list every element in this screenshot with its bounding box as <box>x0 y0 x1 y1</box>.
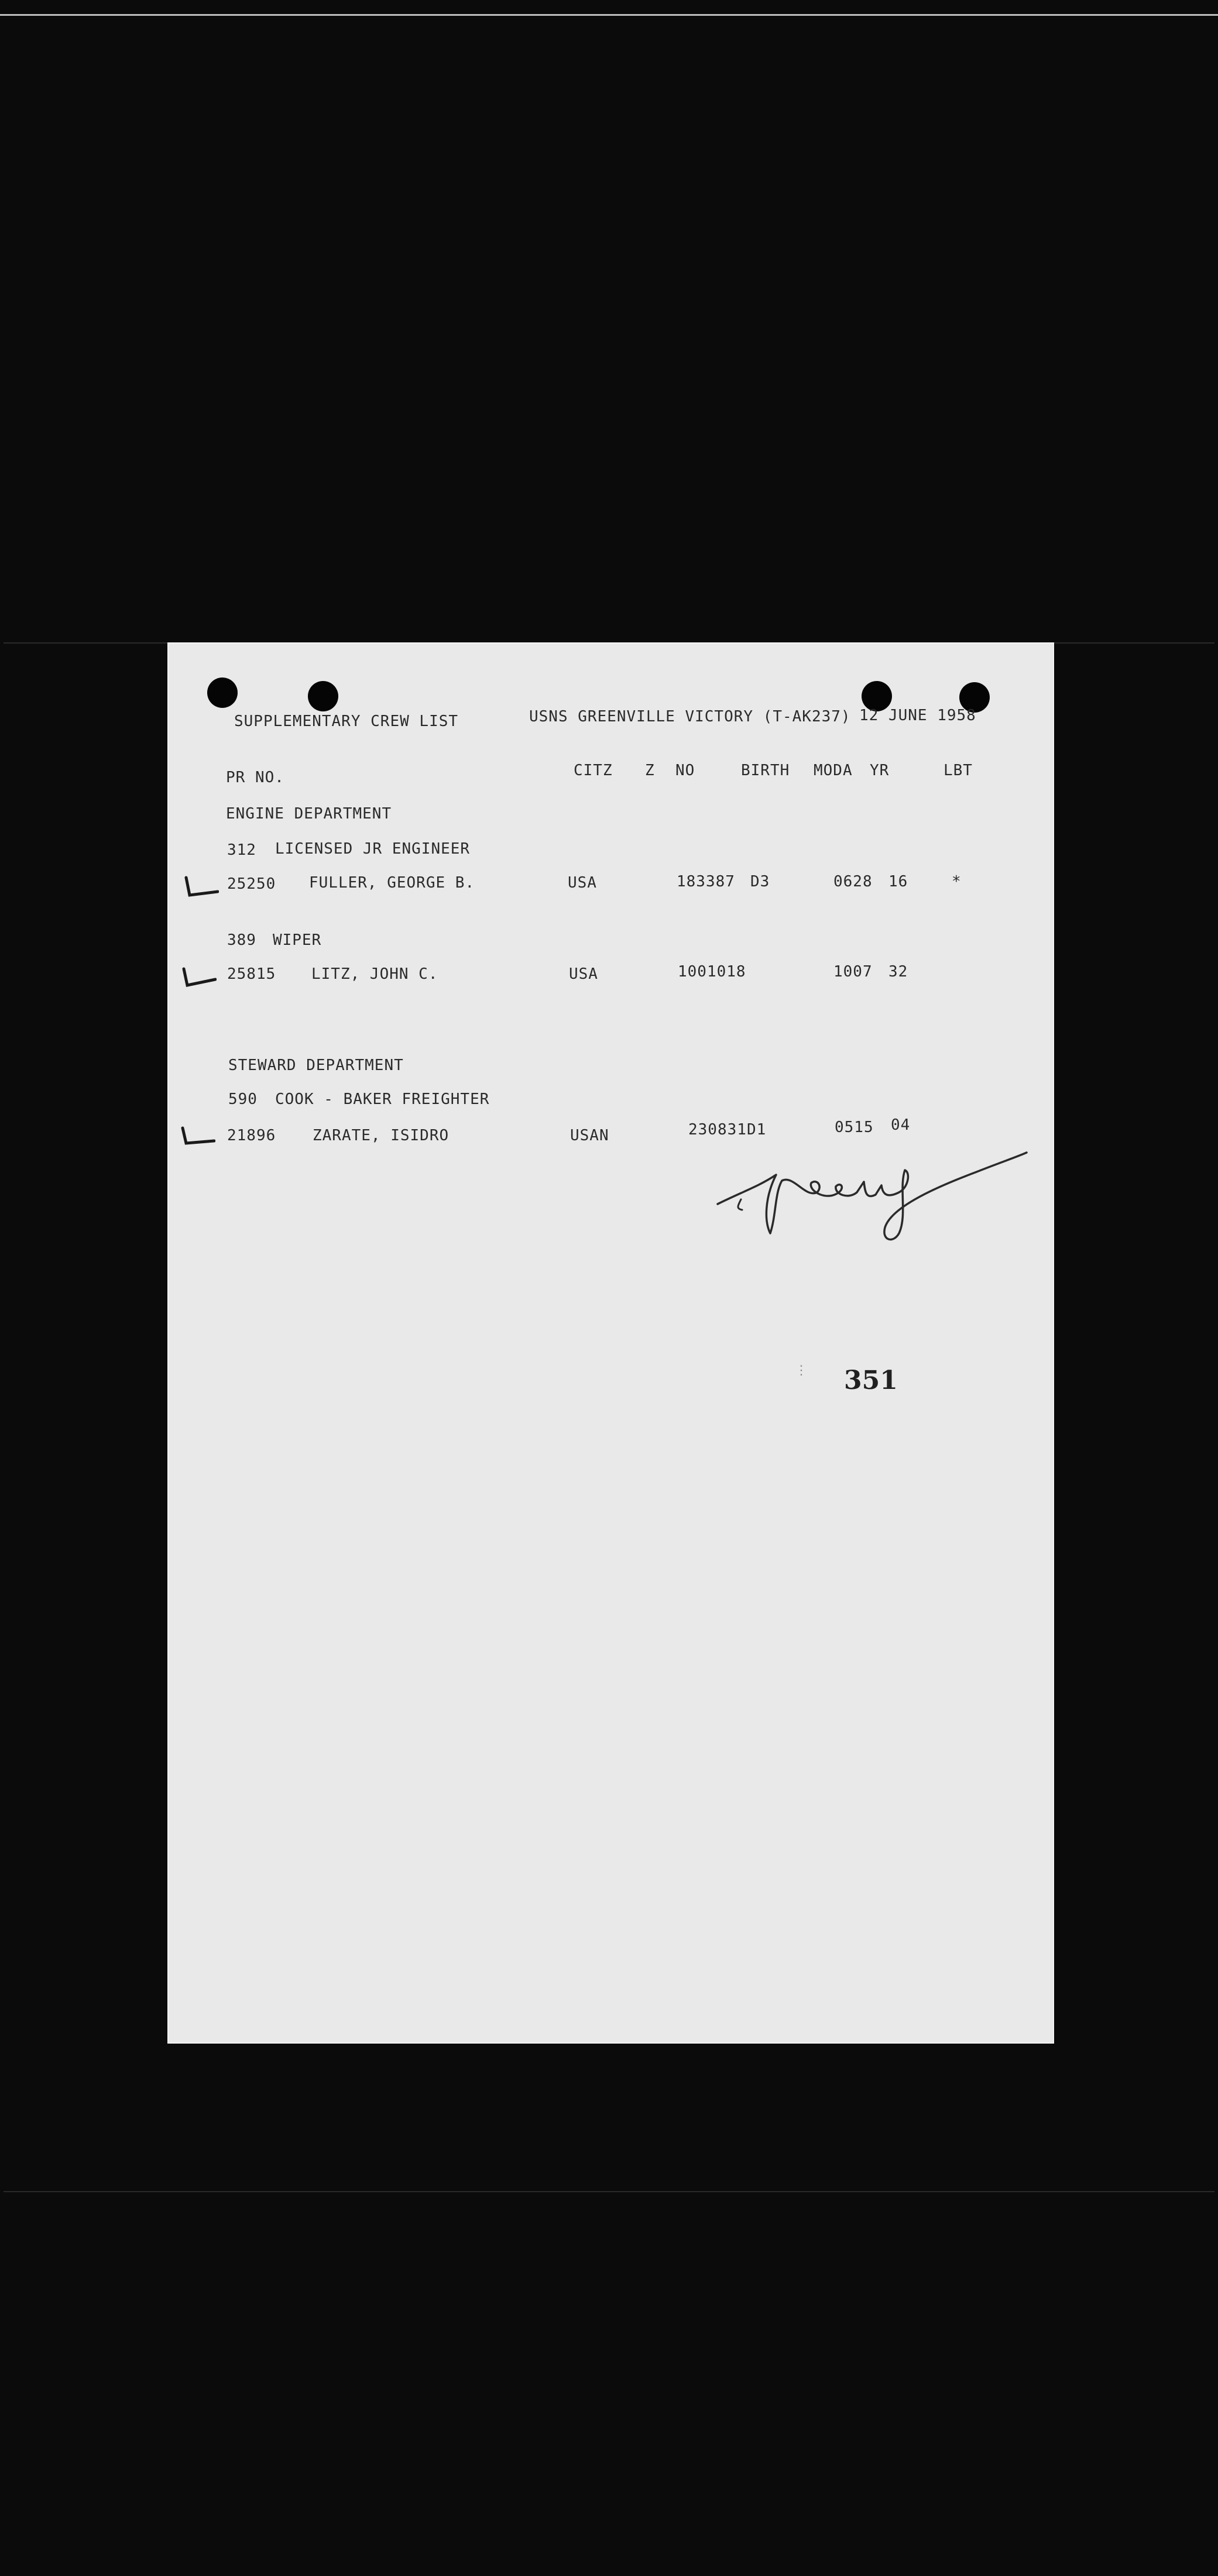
top-edge-line <box>0 14 1218 16</box>
engine-department-heading: ENGINE DEPARTMENT <box>226 805 392 823</box>
crew-name: LITZ, JOHN C. <box>311 965 438 983</box>
document-title: SUPPLEMENTARY CREW LIST <box>234 713 459 730</box>
citizenship: USAN <box>570 1127 609 1144</box>
pr-number: 21896 <box>227 1127 276 1144</box>
citizenship: USA <box>569 965 598 983</box>
lbt-mark: * <box>952 873 962 890</box>
year: 16 <box>888 873 908 890</box>
rating-code: 590 <box>228 1091 258 1108</box>
rating-title: COOK - BAKER FREIGHTER <box>275 1091 490 1108</box>
col-birth: BIRTH <box>741 762 790 779</box>
col-yr: YR <box>870 762 890 779</box>
moda: 0628 <box>833 873 873 890</box>
rating-title: LICENSED JR ENGINEER <box>275 840 471 858</box>
col-pr-no: PR NO. <box>226 769 284 786</box>
pr-number: 25815 <box>227 965 276 983</box>
col-citz: CITZ <box>574 762 613 779</box>
punch-hole-2 <box>308 681 338 711</box>
moda: 1007 <box>833 963 873 981</box>
year: 32 <box>888 963 908 981</box>
moda: 0515 <box>835 1119 874 1136</box>
col-no: NO <box>675 762 695 779</box>
checkmark-icon <box>181 958 217 988</box>
checkmark-icon <box>184 869 219 899</box>
document-date: 12 JUNE 1958 <box>859 707 976 724</box>
handwritten-signature <box>706 1134 1034 1245</box>
col-lbt: LBT <box>943 762 973 779</box>
checkmark-icon <box>180 1120 215 1147</box>
stray-mark: ⋮ <box>795 1363 808 1378</box>
year: 04 <box>891 1116 911 1134</box>
crew-name: FULLER, GEORGE B. <box>309 874 475 892</box>
pr-number: 25250 <box>227 875 276 893</box>
vessel-name: USNS GREENVILLE VICTORY (T-AK237) <box>529 708 851 725</box>
frame-line-lower <box>4 2191 1214 2192</box>
birth-code: D1 <box>747 1121 767 1139</box>
document-number: 183387 <box>677 873 735 890</box>
crew-name: ZARATE, ISIDRO <box>313 1127 450 1144</box>
col-z: Z <box>645 762 655 779</box>
col-moda: MODA <box>814 762 853 779</box>
rating-code: 312 <box>227 841 256 859</box>
document-number: 230831 <box>688 1121 747 1139</box>
rating-title: WIPER <box>273 931 322 949</box>
page-number-stamp: 351 <box>844 1366 898 1395</box>
citizenship: USA <box>568 874 597 892</box>
document-page <box>167 642 1054 2044</box>
punch-hole-1 <box>207 677 238 708</box>
steward-department-heading: STEWARD DEPARTMENT <box>228 1057 404 1074</box>
document-number: 1001018 <box>678 963 746 981</box>
rating-code: 389 <box>227 931 256 949</box>
birth-code: D3 <box>750 873 770 890</box>
